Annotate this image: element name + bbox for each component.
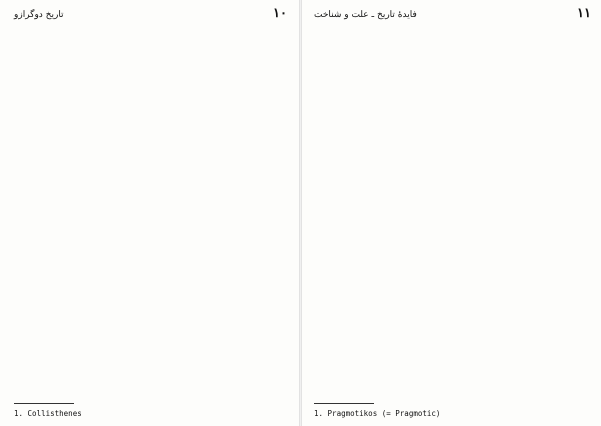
left-running-head (14, 6, 287, 22)
right-running-head (314, 6, 591, 22)
right-footnote-rule (314, 403, 374, 404)
right-page-number: ١١ (577, 6, 591, 21)
right-footnote: 1. Pragmotikos (= Pragmotic) (314, 409, 441, 418)
left-running-title: تاریخ دوگرازو (14, 10, 64, 20)
right-running-title: فایدهٔ تاریخ ـ علت و شناخت (314, 10, 417, 20)
left-footnote: 1. Collisthenes (14, 409, 82, 418)
right-page (302, 0, 601, 426)
left-body-text (14, 28, 287, 328)
left-page (0, 0, 299, 426)
right-body-text (314, 28, 591, 328)
left-page-number: ١٠ (273, 6, 287, 21)
left-footnote-rule (14, 403, 74, 404)
